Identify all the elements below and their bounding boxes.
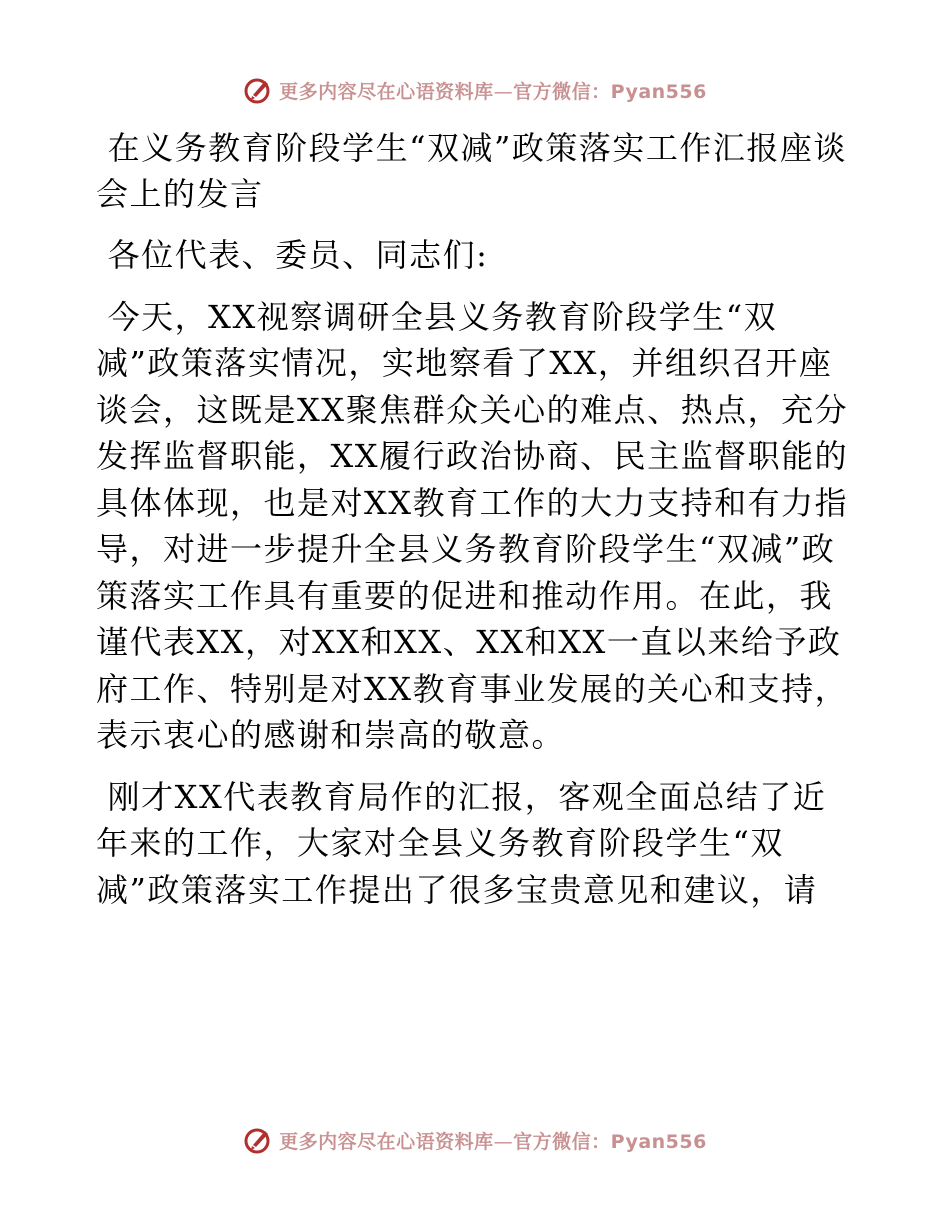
logo-icon: [243, 1125, 273, 1155]
watermark-text: 更多内容尽在心语资料库—官方微信：Pyan556: [279, 80, 707, 103]
paragraph: 今天，XX视察调研全县义务教育阶段学生“双减”政策落实情况，实地察看了XX，并组织召开座谈会，这既是XX聚焦群众关心的难点、热点，充分发挥监督职能，XX履行政治协商、民主监督职能的具体体现，也是对XX教育工作的大力支持和有力指导，对进一步提升全县义务教育阶段学生“双减”政策落实工作具有重要的促进和推动作用。在此，我谨代表XX，对XX和XX、XX和XX一直以来给予政府工作、特别是对XX教育事业发展的关心和支持，表示衷心的感谢和崇高的敬意。: [96, 297, 849, 754]
paragraph: 刚才XX代表教育局作的汇报，客观全面总结了近年来的工作，大家对全县义务教育阶段学生“双减”政策落实工作提出了很多宝贵意见和建议，请: [96, 777, 827, 909]
footer-watermark: [0, 1122, 950, 1158]
logo-icon: [243, 75, 273, 105]
document-title: 在义务教育阶段学生“双减”政策落实工作汇报座谈会上的发言: [96, 129, 847, 213]
watermark-text: 更多内容尽在心语资料库—官方微信：Pyan556: [279, 1130, 707, 1153]
document-body: [96, 125, 856, 913]
header-watermark: [0, 72, 950, 108]
salutation: 各位代表、委员、同志们:: [96, 236, 489, 274]
